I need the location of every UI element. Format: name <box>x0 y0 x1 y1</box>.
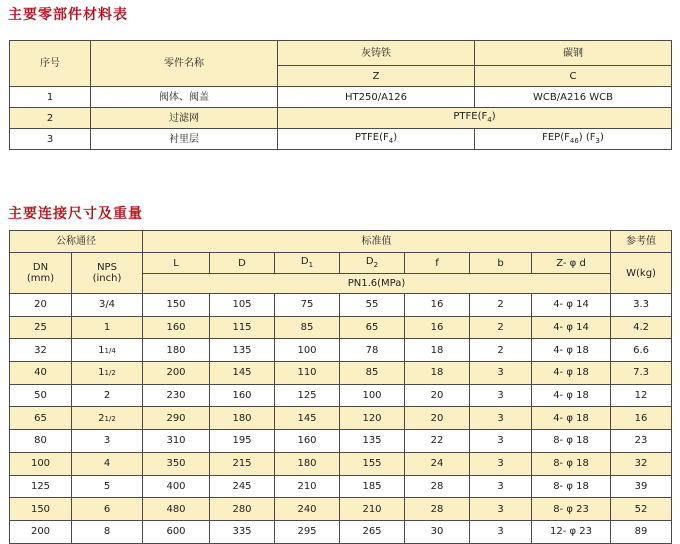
cell-w: 23 <box>611 430 672 453</box>
cell-dn: 125 <box>10 475 72 498</box>
cell-nps: 11/2 <box>72 362 143 385</box>
dimensions-table <box>9 230 672 544</box>
cell-d2: 120 <box>340 407 405 430</box>
header-L: L <box>143 253 210 274</box>
cell-l: 600 <box>143 520 210 543</box>
cell-d1: 110 <box>275 362 340 385</box>
cell-b: 3 <box>470 362 532 385</box>
cell-d: 335 <box>210 520 275 543</box>
header-standard: 标准值 <box>143 231 611 253</box>
cell-dn: 200 <box>10 520 72 543</box>
header-D2: $D_2$ <box>340 253 405 274</box>
cell-no: 2 <box>10 108 91 129</box>
cell-c: $FEP(F_{46})$ $(F_3)$ <box>475 129 672 150</box>
header-f: f <box>405 253 470 274</box>
cell-zd: 8- φ 23 <box>532 498 611 521</box>
cell-f: 16 <box>405 294 470 317</box>
cell-dn: 25 <box>10 316 72 339</box>
cell-merged-material: $PTFE(F_4)$ <box>278 108 672 129</box>
header-c: C <box>475 66 672 87</box>
cell-d: 105 <box>210 294 275 317</box>
cell-d: 280 <box>210 498 275 521</box>
cell-d1: 240 <box>275 498 340 521</box>
header-seq: 序号 <box>10 41 91 87</box>
cell-d2: 185 <box>340 475 405 498</box>
cell-c: WCB/A216 WCB <box>475 87 672 108</box>
materials-table-title: 主要零部件材料表 <box>8 7 128 23</box>
cell-nps: 4 <box>72 452 143 475</box>
cell-nps: 2 <box>72 384 143 407</box>
cell-l: 160 <box>143 316 210 339</box>
cell-part: 过滤网 <box>91 108 278 129</box>
table-row <box>10 294 672 317</box>
cell-dn: 50 <box>10 384 72 407</box>
cell-nps: 8 <box>72 520 143 543</box>
dimensions-table-title: 主要连接尺寸及重量 <box>8 206 143 222</box>
cell-dn: 150 <box>10 498 72 521</box>
cell-b: 2 <box>470 294 532 317</box>
cell-part: 阀体、阀盖 <box>91 87 278 108</box>
cell-f: 18 <box>405 339 470 362</box>
cell-l: 200 <box>143 362 210 385</box>
cell-w: 39 <box>611 475 672 498</box>
cell-f: 16 <box>405 316 470 339</box>
cell-d1: 85 <box>275 316 340 339</box>
header-part-name: 零件名称 <box>91 41 278 87</box>
header-D1: $D_1$ <box>275 253 340 274</box>
cell-l: 400 <box>143 475 210 498</box>
cell-l: 480 <box>143 498 210 521</box>
cell-d1: 295 <box>275 520 340 543</box>
cell-b: 3 <box>470 452 532 475</box>
cell-d: 180 <box>210 407 275 430</box>
cell-zd: 4- φ 18 <box>532 407 611 430</box>
cell-dn: 32 <box>10 339 72 362</box>
table-row <box>10 407 672 430</box>
cell-f: 18 <box>405 362 470 385</box>
materials-table <box>9 40 672 150</box>
cell-d1: 160 <box>275 430 340 453</box>
cell-d2: 55 <box>340 294 405 317</box>
cell-d: 160 <box>210 384 275 407</box>
cell-b: 3 <box>470 430 532 453</box>
cell-nps: 3/4 <box>72 294 143 317</box>
cell-l: 350 <box>143 452 210 475</box>
cell-dn: 80 <box>10 430 72 453</box>
cell-f: 20 <box>405 384 470 407</box>
cell-d1: 125 <box>275 384 340 407</box>
cell-nps: 5 <box>72 475 143 498</box>
cell-w: 52 <box>611 498 672 521</box>
cell-dn: 65 <box>10 407 72 430</box>
cell-l: 150 <box>143 294 210 317</box>
header-carbon-steel: 碳钢 <box>475 41 672 66</box>
cell-b: 3 <box>470 520 532 543</box>
cell-b: 3 <box>470 407 532 430</box>
cell-w: 89 <box>611 520 672 543</box>
cell-b: 2 <box>470 339 532 362</box>
cell-w: 4.2 <box>611 316 672 339</box>
header-z: Z <box>278 66 475 87</box>
cell-w: 16 <box>611 407 672 430</box>
header-dn: DN (mm) <box>10 253 72 294</box>
cell-d: 145 <box>210 362 275 385</box>
cell-l: 180 <box>143 339 210 362</box>
header-grey-iron: 灰铸铁 <box>278 41 475 66</box>
header-pressure: PN1.6(MPa) <box>143 274 611 294</box>
table-row <box>10 452 672 475</box>
cell-nps: 21/2 <box>72 407 143 430</box>
cell-nps: 1 <box>72 316 143 339</box>
header-nps: NPS (inch) <box>72 253 143 294</box>
table-row <box>10 339 672 362</box>
table-row <box>10 316 672 339</box>
cell-nps: 6 <box>72 498 143 521</box>
header-b: b <box>470 253 532 274</box>
cell-d2: 155 <box>340 452 405 475</box>
cell-d2: 85 <box>340 362 405 385</box>
cell-w: 3.3 <box>611 294 672 317</box>
cell-d1: 75 <box>275 294 340 317</box>
cell-d2: 265 <box>340 520 405 543</box>
cell-zd: 12- φ 23 <box>532 520 611 543</box>
cell-zd: 4- φ 14 <box>532 316 611 339</box>
cell-zd: 4- φ 18 <box>532 339 611 362</box>
cell-d2: 78 <box>340 339 405 362</box>
cell-d: 215 <box>210 452 275 475</box>
cell-d: 195 <box>210 430 275 453</box>
cell-f: 28 <box>405 475 470 498</box>
cell-nps: 11/4 <box>72 339 143 362</box>
cell-zd: 8- φ 18 <box>532 430 611 453</box>
header-zd: Z- φ d <box>532 253 611 274</box>
cell-d1: 145 <box>275 407 340 430</box>
cell-d: 115 <box>210 316 275 339</box>
table-row <box>10 430 672 453</box>
cell-l: 310 <box>143 430 210 453</box>
cell-z: $PTFE(F_4)$ <box>278 129 475 150</box>
cell-z: HT250/A126 <box>278 87 475 108</box>
cell-nps: 3 <box>72 430 143 453</box>
cell-d2: 65 <box>340 316 405 339</box>
cell-f: 28 <box>405 498 470 521</box>
header-D: D <box>210 253 275 274</box>
cell-dn: 40 <box>10 362 72 385</box>
header-reference: 参考值 <box>611 231 672 253</box>
cell-d: 135 <box>210 339 275 362</box>
cell-b: 3 <box>470 384 532 407</box>
table-row <box>10 362 672 385</box>
cell-d2: 135 <box>340 430 405 453</box>
cell-zd: 4- φ 14 <box>532 294 611 317</box>
cell-zd: 4- φ 18 <box>532 362 611 385</box>
cell-no: 1 <box>10 87 91 108</box>
cell-f: 22 <box>405 430 470 453</box>
cell-l: 230 <box>143 384 210 407</box>
cell-f: 20 <box>405 407 470 430</box>
cell-d2: 100 <box>340 384 405 407</box>
table-row <box>10 475 672 498</box>
table-row <box>10 498 672 521</box>
table-row <box>10 384 672 407</box>
cell-zd: 8- φ 18 <box>532 452 611 475</box>
cell-zd: 8- φ 18 <box>532 475 611 498</box>
cell-w: 12 <box>611 384 672 407</box>
cell-d: 245 <box>210 475 275 498</box>
cell-d2: 210 <box>340 498 405 521</box>
cell-w: 7.3 <box>611 362 672 385</box>
cell-d1: 180 <box>275 452 340 475</box>
cell-f: 24 <box>405 452 470 475</box>
table-row <box>10 520 672 543</box>
cell-zd: 4- φ 18 <box>532 384 611 407</box>
cell-f: 30 <box>405 520 470 543</box>
cell-dn: 100 <box>10 452 72 475</box>
cell-b: 3 <box>470 498 532 521</box>
header-nominal: 公称通径 <box>10 231 143 253</box>
cell-b: 2 <box>470 316 532 339</box>
cell-w: 6.6 <box>611 339 672 362</box>
cell-part: 衬里层 <box>91 129 278 150</box>
cell-l: 290 <box>143 407 210 430</box>
header-w: W(kg) <box>611 253 672 294</box>
cell-dn: 20 <box>10 294 72 317</box>
cell-w: 32 <box>611 452 672 475</box>
cell-d1: 100 <box>275 339 340 362</box>
cell-no: 3 <box>10 129 91 150</box>
cell-d1: 210 <box>275 475 340 498</box>
cell-b: 3 <box>470 475 532 498</box>
